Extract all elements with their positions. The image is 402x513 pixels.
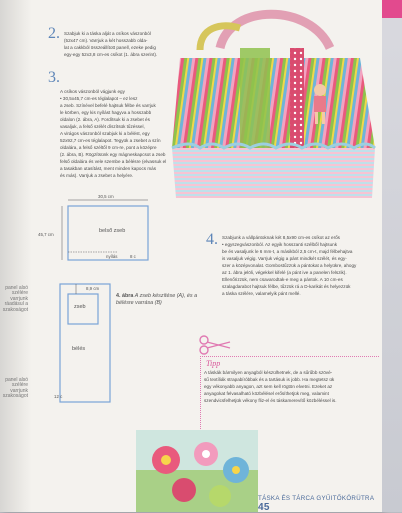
step-3-number: 3. (48, 69, 60, 86)
page-number: 45 (258, 502, 270, 513)
text-line: a tasakban utasítást, ment minden kapocs más (60, 166, 157, 171)
text-line: egy vékonyabb anyagon, azt sem kell rögtön elvetni. Ezeket az (204, 384, 333, 389)
figure-caption (116, 293, 216, 307)
text-line: lat a cakkból összeállított panell, ezeke pedig (64, 45, 156, 50)
page-footer (258, 495, 382, 513)
text-line: és más). Varrjuk a zsebet a helyére. (60, 173, 134, 178)
text-line: sű textíliák strapabíróbbak és a tartásuk is jobb. Ha megtetsz ük (204, 377, 335, 382)
text-line: Szabjuk ki a táska alját a csíkos vászonból (64, 31, 151, 36)
step-2-text (64, 30, 174, 58)
fabric-flowers-photo (136, 430, 258, 512)
text-line: A táskák bármilyen anyagból készülhetnek, de a sűrűbb szövé- (204, 370, 333, 375)
page-spine (0, 0, 32, 512)
step-4-text (222, 234, 374, 297)
spine-line: ráadásul a (4, 301, 28, 308)
text-line: a táska szélére, valamelyik pánt mellé. (222, 291, 301, 296)
figure-1-opening-label: nyílás (106, 254, 118, 259)
figure-1-width-dim: 30,5 cm (98, 194, 114, 199)
figure-1-height-dim: 45,7 cm (38, 232, 54, 237)
step-4-number: 4. (206, 231, 218, 248)
text-line: az 1. ábra jelöli, végekkel kifelé (a pánt ive a panelen felszik). (222, 270, 347, 275)
figure-2-pocket-label: zseb (74, 304, 86, 310)
figure-2-lining-diagram (46, 276, 116, 406)
spine-line: szélére (11, 382, 28, 389)
text-line: szalagdarabot hajtsuk félbe, tűzzük rá a D-karikát és helyezzük (222, 284, 351, 289)
figure-2-lining-label: bélés (72, 346, 86, 352)
scissors-icon (196, 334, 236, 356)
tip-text (204, 369, 376, 404)
text-line: • 30,5x45,7 cm-es téglalapot – ez lesz (60, 96, 138, 101)
text-line: (52x47 cm). Varrjuk a két hosszabb olda- (64, 38, 148, 43)
text-line: Ellenőrizzük, nem csavarodtak-e meg a pántok. A 10 cm-es (222, 277, 343, 282)
text-line: vasaljuk, a felső szélét díszítsük tűzéssel, (60, 124, 145, 129)
text-line: egy-egy 52x3,8 cm-es csíkot (1. ábra szerint). (64, 52, 158, 57)
step-2-number: 2. (48, 25, 60, 42)
text-line: (2. ábra, B). Rögzítsünk egy mágneskapcsot a zseb (60, 152, 166, 157)
caption-ref: 4. ábra (116, 293, 134, 299)
text-line: a zseb. Színével befelé hajtsuk félbe és varrjuk (60, 103, 156, 108)
spine-line: varrjunk (10, 387, 28, 394)
spine-line: szakoságot (2, 306, 28, 313)
text-line: 52x92,7 cm-es téglalapot. Tegyük a zsebet a szín (60, 138, 161, 143)
tote-bag-photo (160, 8, 380, 213)
figure-1-inner-pocket-label: belső zseb (99, 228, 126, 234)
spine-line: szakoságot (2, 393, 28, 400)
text-line: is vasaljuk végig. Varrjuk végig a pánt mindkét szélét, és egy- (222, 256, 347, 261)
text-line: A csíkos vászonból vágjunk egy (60, 89, 125, 94)
text-line: A virágos vászonból szabjuk ki a bélést, egy (60, 131, 150, 136)
spine-line: szélére (11, 290, 28, 297)
caption-text: A zseb készítése (A), és a bélésre varrása (B) (116, 293, 198, 306)
text-line: Szabjunk a vállpántoknak két 8,5x90 cm-es csíkot az erős (222, 235, 340, 240)
figure-2-bottom-dim: 12 c (54, 394, 63, 399)
text-line: be és vasaljunk le 6 mm-t, a másikból 2,5 cm-t, majd félbehajtva (222, 249, 353, 254)
next-page-edge (382, 0, 402, 512)
text-line: felső oldalára és vele szembe a bélésre (elvassuk el (60, 159, 167, 164)
spine-line: panel alsó (5, 377, 28, 383)
text-line: szer a középvonalat. Gombostűzzük a pántokat a helyükre, ahogy (222, 263, 357, 268)
text-line: oldalára, a felső széltől 9 cm-re, pont a középre (60, 145, 157, 150)
spine-note-bottom (2, 378, 28, 400)
pink-tab (382, 0, 402, 18)
spine-line: panel alsó (5, 285, 28, 291)
text-line: oldalon (2. ábra, A). Fordítsuk ki a zsebet és (60, 117, 150, 122)
tip-title: Tipp (206, 359, 221, 368)
figure-1-side-dim: 8 c (130, 254, 136, 259)
text-line: • egyszegvászonból. Az egyik hosszanti szélből hajtsunk (222, 242, 337, 247)
text-line: le körben, egy kis nyílást hagyva a hosszabb (60, 110, 152, 115)
figure-2-offset-dim: 8,9 cm (86, 286, 100, 291)
step-3-text (60, 88, 172, 179)
text-line: anyagokat felvasalható közbélésel erősíthetjük meg, valamint (204, 391, 329, 396)
text-line: szendvicsfelhetjük vékony fliz-el és táskamerevítő közbéléssel is. (204, 398, 337, 403)
footer-title: TÁSKA ÉS TÁRCA GYŰITŐKÖRÜTRA (258, 495, 374, 502)
spine-note-top (2, 286, 28, 313)
spine-line: varrjunk (10, 295, 28, 302)
